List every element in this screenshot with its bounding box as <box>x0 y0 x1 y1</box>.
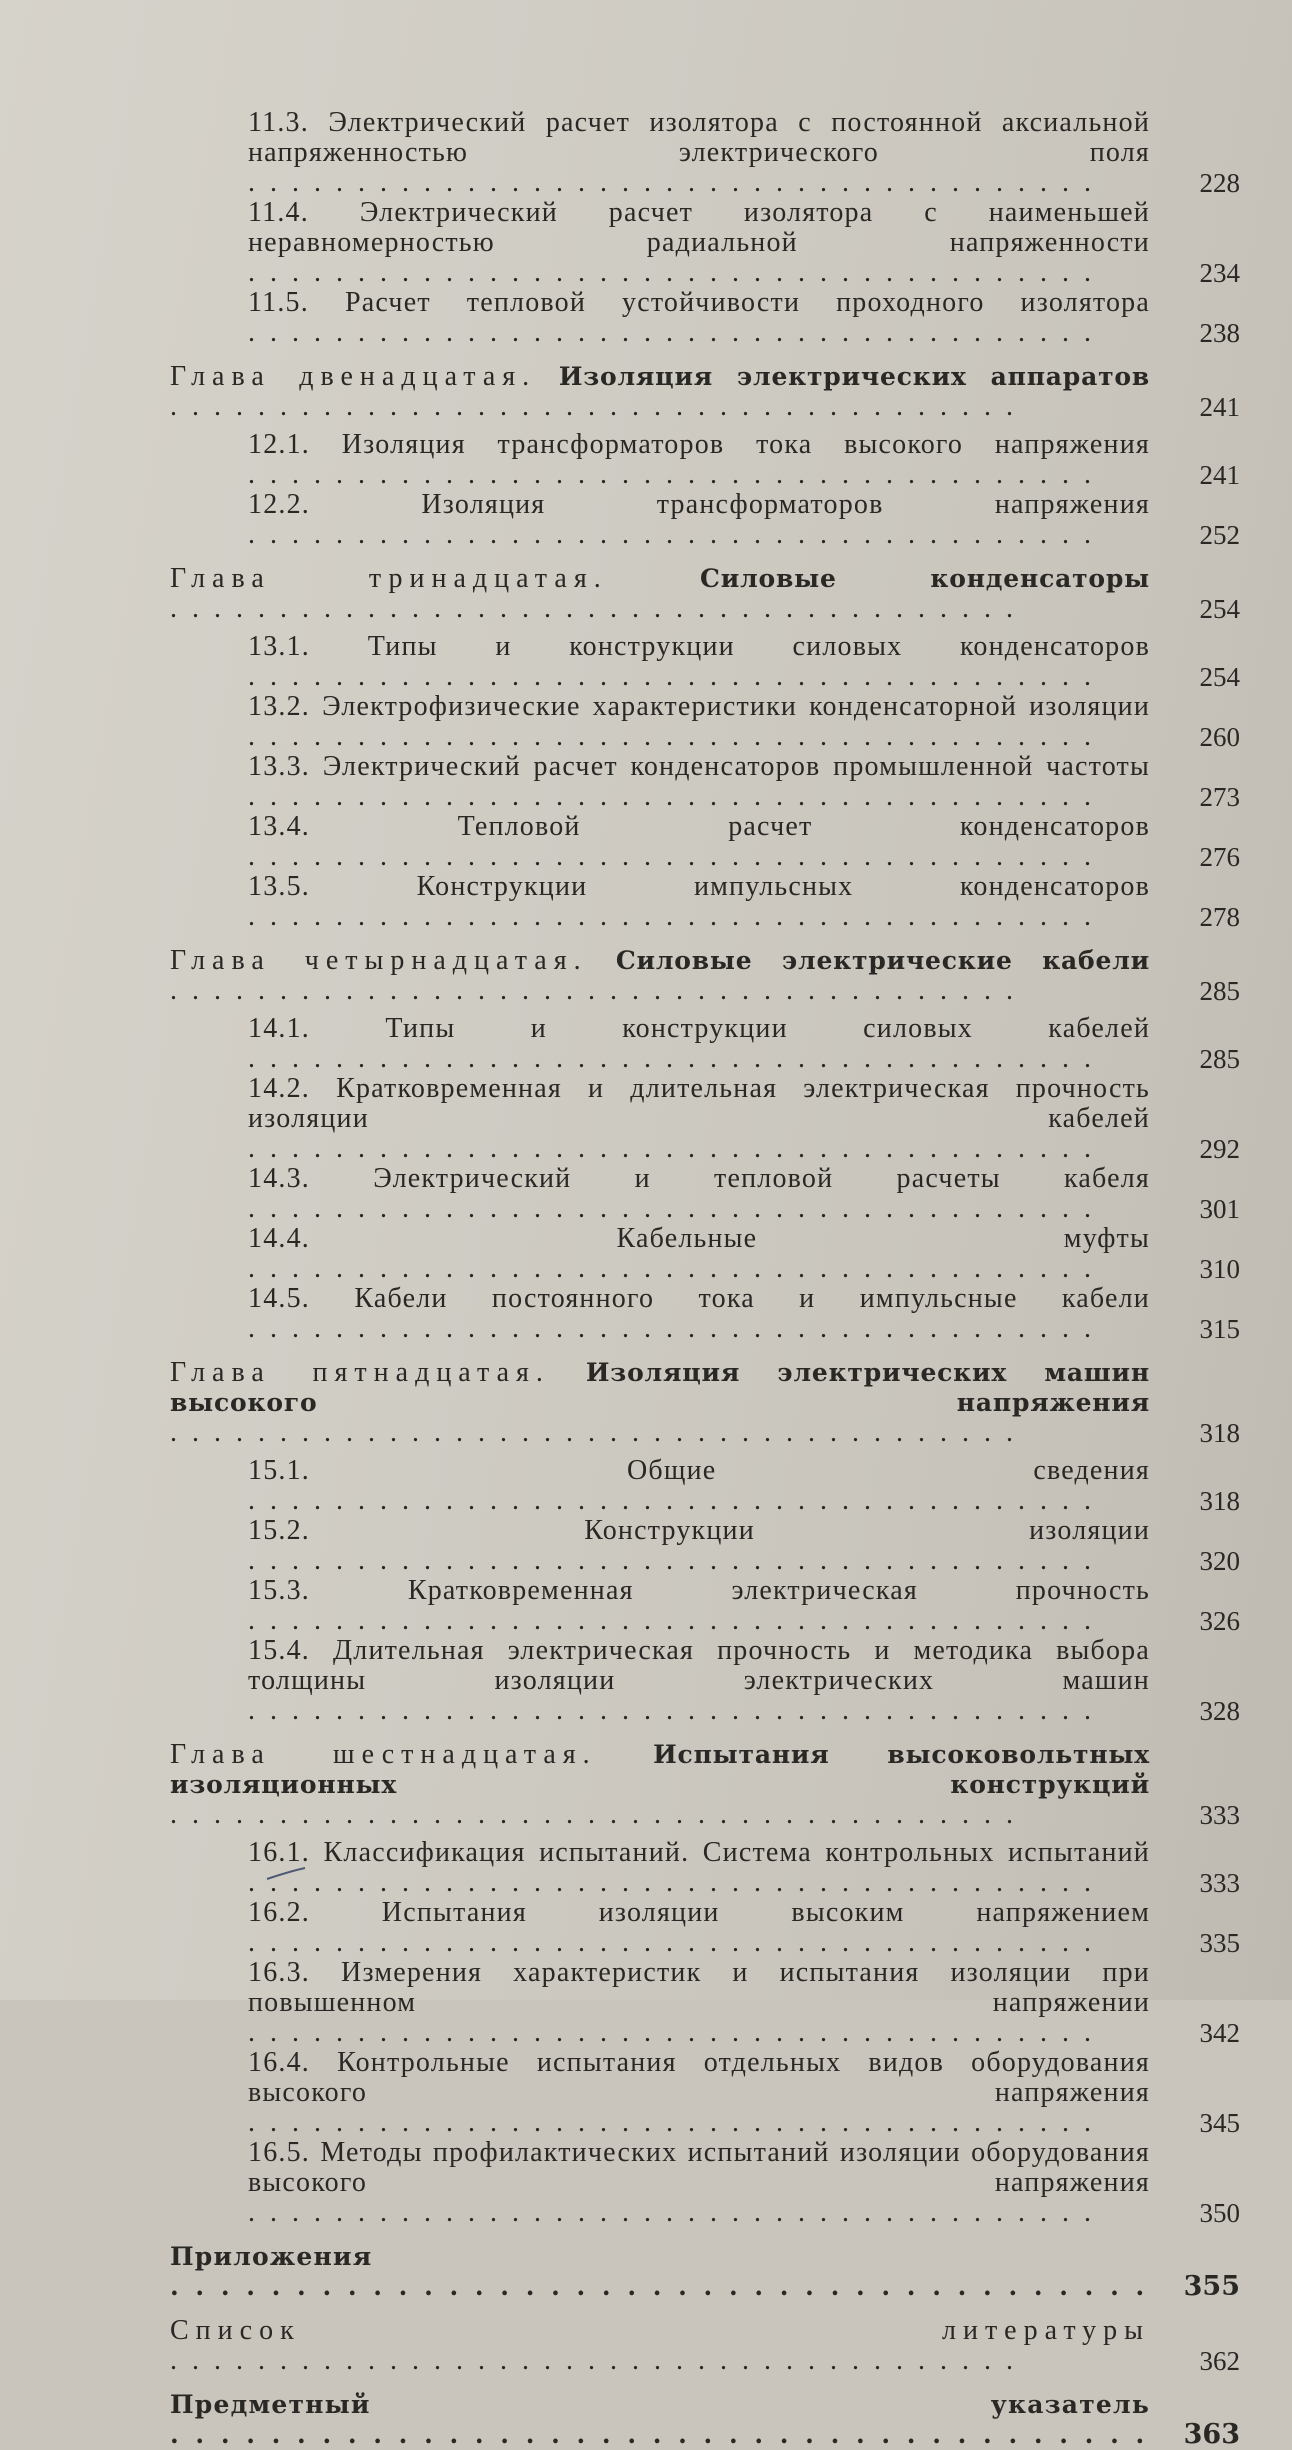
page-number: 355 <box>1183 2271 1240 2302</box>
section-entry-text <box>248 692 1150 752</box>
back-matter-entry-title: Предметный указатель <box>170 2390 1150 2419</box>
section-entry-text <box>248 872 1150 932</box>
page-number: 285 <box>1199 1044 1240 1074</box>
chapter-entry <box>170 362 1240 422</box>
section-entry-text <box>248 1838 1150 1898</box>
section-entry-text <box>248 1014 1150 1074</box>
page-number: 254 <box>1199 594 1240 624</box>
section-entry-text <box>248 430 1150 490</box>
section-entry <box>170 1014 1240 1074</box>
chapter-entry-text <box>170 1740 1150 1830</box>
section-entry-title: Общие сведения <box>626 1456 1150 1486</box>
section-entry-text <box>248 1516 1150 1576</box>
section-entry-text <box>248 1224 1150 1284</box>
section-entry <box>170 632 1240 692</box>
back-matter-entry-text <box>170 2316 1150 2376</box>
chapter-entry-title: Силовые электрические кабели <box>615 946 1150 975</box>
section-entry-title: Типы и конструкции силовых конденсаторов <box>367 632 1150 662</box>
section-entry-text <box>248 1164 1150 1224</box>
section-number: 14.2. <box>248 1074 310 1104</box>
section-entry-title: Классификация испытаний. Система контрольных испытаний <box>323 1838 1150 1868</box>
page-number: 342 <box>1199 2018 1240 2048</box>
section-entry <box>170 872 1240 932</box>
page-number: 363 <box>1183 2419 1240 2450</box>
chapter-entry <box>170 1358 1240 1448</box>
section-entry-title: Электрофизические характеристики конденсаторной изоляции <box>322 692 1150 722</box>
section-entry <box>170 1164 1240 1224</box>
chapter-lead: Глава шестнадцатая. <box>170 1740 597 1770</box>
section-number: 16.3. <box>248 1958 310 1988</box>
section-entry-text <box>248 632 1150 692</box>
chapter-entry <box>170 564 1240 624</box>
section-number: 13.5. <box>248 872 310 902</box>
section-entry-title: Кабельные муфты <box>616 1224 1150 1254</box>
section-entry-title: Типы и конструкции силовых кабелей <box>385 1014 1150 1044</box>
section-number: 14.5. <box>248 1284 310 1314</box>
back-matter-entry-title: Список литературы <box>170 2316 1150 2346</box>
page-number: 333 <box>1199 1868 1240 1898</box>
section-entry-text <box>248 1958 1150 2048</box>
section-number: 14.3. <box>248 1164 310 1194</box>
section-entry <box>170 1074 1240 1164</box>
section-entry-title: Изоляция трансформаторов напряжения <box>421 490 1150 520</box>
page-number: 326 <box>1199 1606 1240 1636</box>
section-entry <box>170 752 1240 812</box>
section-entry <box>170 1516 1240 1576</box>
ink-stroke-icon <box>265 1863 325 1883</box>
page-number: 315 <box>1199 1314 1240 1344</box>
section-entry-title: Измерения характеристик и испытания изоляции при повышенном напряжении <box>248 1958 1150 2018</box>
chapter-entry-title: Изоляция электрических аппаратов <box>558 362 1150 391</box>
chapter-lead: Глава тринадцатая. <box>170 564 608 594</box>
chapter-entry <box>170 946 1240 1006</box>
page-number: 320 <box>1199 1546 1240 1576</box>
back-matter-entry-title: Приложения <box>170 2242 373 2271</box>
section-entry-title: Методы профилактических испытаний изоляции оборудования высокого напряжения <box>248 2138 1150 2198</box>
section-number: 12.2. <box>248 490 310 520</box>
section-entry <box>170 1958 1240 2048</box>
section-entry-text <box>248 108 1150 198</box>
section-number: 11.3. <box>248 108 309 138</box>
section-entry <box>170 288 1240 348</box>
section-entry-title: Электрический расчет конденсаторов промышленной частоты <box>322 752 1150 782</box>
section-entry <box>170 1576 1240 1636</box>
back-matter-entry <box>170 2316 1240 2376</box>
chapter-entry-text <box>170 946 1150 1006</box>
section-entry <box>170 2138 1240 2228</box>
page-number: 252 <box>1199 520 1240 550</box>
page-number: 254 <box>1199 662 1240 692</box>
section-entry-text <box>248 1284 1150 1344</box>
section-number: 15.4. <box>248 1636 310 1666</box>
back-matter-entry <box>170 2390 1240 2450</box>
section-entry <box>170 1456 1240 1516</box>
page-number: 345 <box>1199 2108 1240 2138</box>
section-entry <box>170 1898 1240 1958</box>
section-entry-text <box>248 1456 1150 1516</box>
section-entry <box>170 198 1240 288</box>
section-number: 16.4. <box>248 2048 310 2078</box>
section-entry-text <box>248 812 1150 872</box>
section-entry-text <box>248 1576 1150 1636</box>
section-entry-title: Длительная электрическая прочность и методика выбора толщины изоляции электрических машин <box>248 1636 1150 1696</box>
section-number: 14.4. <box>248 1224 310 1254</box>
section-entry-title: Электрический расчет изолятора с наименьшей неравномерностью радиальной напряженности <box>248 198 1150 258</box>
section-entry <box>170 1284 1240 1344</box>
section-number: 15.3. <box>248 1576 310 1606</box>
section-entry <box>170 1636 1240 1726</box>
page-number: 241 <box>1199 392 1240 422</box>
section-entry-text <box>248 1898 1150 1958</box>
page-number: 278 <box>1199 902 1240 932</box>
section-entry-title: Кабели постоянного тока и импульсные кабели <box>354 1284 1150 1314</box>
table-of-contents <box>170 108 1240 2450</box>
chapter-lead: Глава пятнадцатая. <box>170 1358 550 1388</box>
section-number: 13.3. <box>248 752 310 782</box>
page-number: 333 <box>1199 1800 1240 1830</box>
section-entry <box>170 692 1240 752</box>
section-number: 11.4. <box>248 198 309 228</box>
page-number: 310 <box>1199 1254 1240 1284</box>
page-number: 260 <box>1199 722 1240 752</box>
page-number: 292 <box>1199 1134 1240 1164</box>
section-number: 15.1. <box>248 1456 310 1486</box>
page-number: 273 <box>1199 782 1240 812</box>
section-entry <box>170 1838 1240 1898</box>
section-entry-title: Электрический расчет изолятора с постоянной аксиальной напряженностью электрического поля <box>248 108 1150 168</box>
section-entry-text <box>248 1074 1150 1164</box>
section-number: 16.1. <box>248 1838 310 1868</box>
section-entry <box>170 2048 1240 2138</box>
section-entry-text <box>248 1636 1150 1726</box>
page-number: 228 <box>1199 168 1240 198</box>
chapter-entry-text <box>170 564 1150 624</box>
chapter-entry-text <box>170 362 1150 422</box>
section-entry-text <box>248 288 1150 348</box>
section-entry-title: Испытания изоляции высоким напряжением <box>381 1898 1150 1928</box>
page-number: 335 <box>1199 1928 1240 1958</box>
section-entry <box>170 1224 1240 1284</box>
section-entry-title: Изоляция трансформаторов тока высокого напряжения <box>341 430 1150 460</box>
page-number: 318 <box>1199 1418 1240 1448</box>
section-entry-title: Электрический и тепловой расчеты кабеля <box>373 1164 1150 1194</box>
section-number: 14.1. <box>248 1014 310 1044</box>
chapter-lead: Глава двенадцатая. <box>170 362 537 392</box>
page-number: 328 <box>1199 1696 1240 1726</box>
section-entry <box>170 430 1240 490</box>
page-number: 301 <box>1199 1194 1240 1224</box>
section-entry-text <box>248 752 1150 812</box>
page-number: 241 <box>1199 460 1240 490</box>
chapter-entry-title: Испытания высоковольтных изоляционных конструкций <box>170 1740 1150 1799</box>
section-number: 16.5. <box>248 2138 310 2168</box>
section-entry <box>170 490 1240 550</box>
back-matter-entry-text <box>170 2390 1150 2450</box>
section-number: 16.2. <box>248 1898 310 1928</box>
back-matter-entry <box>170 2242 1240 2302</box>
section-number: 13.2. <box>248 692 310 722</box>
section-number: 15.2. <box>248 1516 310 1546</box>
back-matter-entry-text <box>170 2242 1150 2302</box>
section-entry-title: Конструкции изоляции <box>584 1516 1150 1546</box>
section-entry-text <box>248 490 1150 550</box>
page-number: 285 <box>1199 976 1240 1006</box>
page-number: 350 <box>1199 2198 1240 2228</box>
section-entry <box>170 108 1240 198</box>
section-entry-text <box>248 2138 1150 2228</box>
chapter-entry <box>170 1740 1240 1830</box>
section-entry-title: Контрольные испытания отдельных видов оборудования высокого напряжения <box>248 2048 1150 2108</box>
section-number: 12.1. <box>248 430 310 460</box>
chapter-entry-title: Изоляция электрических машин высокого напряжения <box>170 1358 1150 1417</box>
section-entry-title: Конструкции импульсных конденсаторов <box>416 872 1150 902</box>
section-number: 11.5. <box>248 288 309 318</box>
section-number: 13.4. <box>248 812 310 842</box>
section-entry-title: Кратковременная и длительная электрическая прочность изоляции кабелей <box>248 1074 1150 1134</box>
page-number: 234 <box>1199 258 1240 288</box>
page-number: 362 <box>1199 2346 1240 2376</box>
ink-mark <box>265 1860 325 1880</box>
section-entry-text <box>248 198 1150 288</box>
section-entry-title: Тепловой расчет конденсаторов <box>457 812 1150 842</box>
section-entry-title: Расчет тепловой устойчивости проходного изолятора <box>344 288 1150 318</box>
chapter-entry-text <box>170 1358 1150 1448</box>
page-number: 318 <box>1199 1486 1240 1516</box>
chapter-lead: Глава четырнадцатая. <box>170 946 588 976</box>
section-entry <box>170 812 1240 872</box>
chapter-entry-title: Силовые конденсаторы <box>700 564 1150 593</box>
section-number: 13.1. <box>248 632 310 662</box>
page-number: 238 <box>1199 318 1240 348</box>
page-number: 276 <box>1199 842 1240 872</box>
section-entry-text <box>248 2048 1150 2138</box>
section-entry-title: Кратковременная электрическая прочность <box>407 1576 1150 1606</box>
